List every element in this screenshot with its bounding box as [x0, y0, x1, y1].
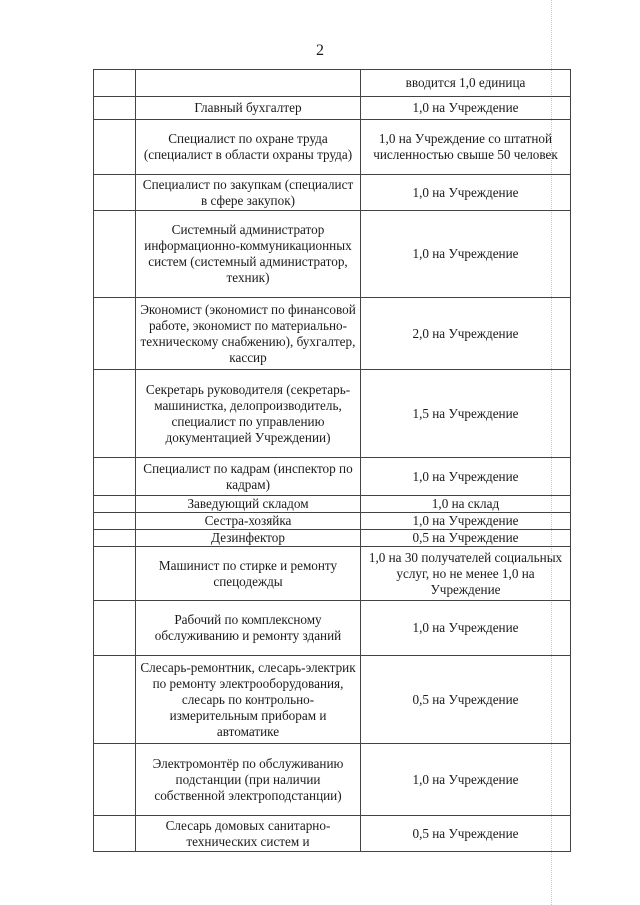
row-number-cell: [94, 816, 136, 852]
table-row: [94, 370, 571, 458]
table-row: [94, 513, 571, 530]
row-number-cell: [94, 513, 136, 530]
table-row: [94, 175, 571, 211]
table-row: [94, 656, 571, 744]
norm-cell: 1,5 на Учреждение: [361, 370, 571, 458]
position-cell: Слесарь домовых санитарно-технических систем и: [136, 816, 361, 852]
row-number-cell: [94, 496, 136, 513]
position-cell: Специалист по кадрам (инспектор по кадрам): [136, 458, 361, 496]
position-cell: Машинист по стирке и ремонту спецодежды: [136, 547, 361, 601]
position-cell: Системный администратор информационно-коммуникационных систем (системный администратор, техник): [136, 211, 361, 298]
norm-cell: 0,5 на Учреждение: [361, 816, 571, 852]
row-number-cell: [94, 530, 136, 547]
row-number-cell: [94, 656, 136, 744]
position-cell: Электромонтёр по обслуживанию подстанции (при наличии собственной электроподстанции): [136, 744, 361, 816]
table-row: [94, 211, 571, 298]
table-row: [94, 70, 571, 97]
norm-cell: 1,0 на Учреждение: [361, 601, 571, 656]
position-cell: Дезинфектор: [136, 530, 361, 547]
table-row: [94, 458, 571, 496]
row-number-cell: [94, 175, 136, 211]
norm-cell: 1,0 на Учреждение: [361, 175, 571, 211]
table-row: [94, 744, 571, 816]
page-number: 2: [316, 42, 324, 59]
norm-cell: 1,0 на Учреждение: [361, 744, 571, 816]
row-number-cell: [94, 370, 136, 458]
row-number-cell: [94, 601, 136, 656]
row-number-cell: [94, 120, 136, 175]
row-number-cell: [94, 744, 136, 816]
table-row: [94, 97, 571, 120]
norm-cell: 1,0 на Учреждение: [361, 458, 571, 496]
norm-cell: 1,0 на склад: [361, 496, 571, 513]
table-row: [94, 496, 571, 513]
position-cell: Слесарь-ремонтник, слесарь-электрик по ремонту электрооборудования, слесарь по контрольно-измерительным приборам и автоматике: [136, 656, 361, 744]
position-cell: Секретарь руководителя (секретарь-машинистка, делопроизводитель, специалист по управлению документацией Учреждении): [136, 370, 361, 458]
row-number-cell: [94, 70, 136, 97]
table-row: [94, 601, 571, 656]
norm-cell: 1,0 на Учреждение: [361, 211, 571, 298]
position-cell: Сестра-хозяйка: [136, 513, 361, 530]
norm-cell: 0,5 на Учреждение: [361, 656, 571, 744]
row-number-cell: [94, 97, 136, 120]
position-cell: Заведующий складом: [136, 496, 361, 513]
norm-cell: 1,0 на Учреждение: [361, 97, 571, 120]
position-cell: [136, 70, 361, 97]
row-number-cell: [94, 547, 136, 601]
table-row: [94, 547, 571, 601]
position-cell: Специалист по закупкам (специалист в сфере закупок): [136, 175, 361, 211]
norm-cell: 0,5 на Учреждение: [361, 530, 571, 547]
table-row: [94, 816, 571, 852]
position-cell: Специалист по охране труда (специалист в области охраны труда): [136, 120, 361, 175]
row-number-cell: [94, 458, 136, 496]
norm-cell: 1,0 на 30 получателей социальных услуг, но не менее 1,0 на Учреждение: [361, 547, 571, 601]
norm-cell: вводится 1,0 единица: [361, 70, 571, 97]
table-row: [94, 530, 571, 547]
row-number-cell: [94, 298, 136, 370]
staffing-table: [93, 69, 571, 852]
position-cell: Главный бухгалтер: [136, 97, 361, 120]
table-row: [94, 120, 571, 175]
position-cell: Рабочий по комплексному обслуживанию и ремонту зданий: [136, 601, 361, 656]
norm-cell: 2,0 на Учреждение: [361, 298, 571, 370]
row-number-cell: [94, 211, 136, 298]
norm-cell: 1,0 на Учреждение со штатной численностью свыше 50 человек: [361, 120, 571, 175]
table-row: [94, 298, 571, 370]
norm-cell: 1,0 на Учреждение: [361, 513, 571, 530]
position-cell: Экономист (экономист по финансовой работе, экономист по материально-техническому снабжению), бухгалтер, кассир: [136, 298, 361, 370]
